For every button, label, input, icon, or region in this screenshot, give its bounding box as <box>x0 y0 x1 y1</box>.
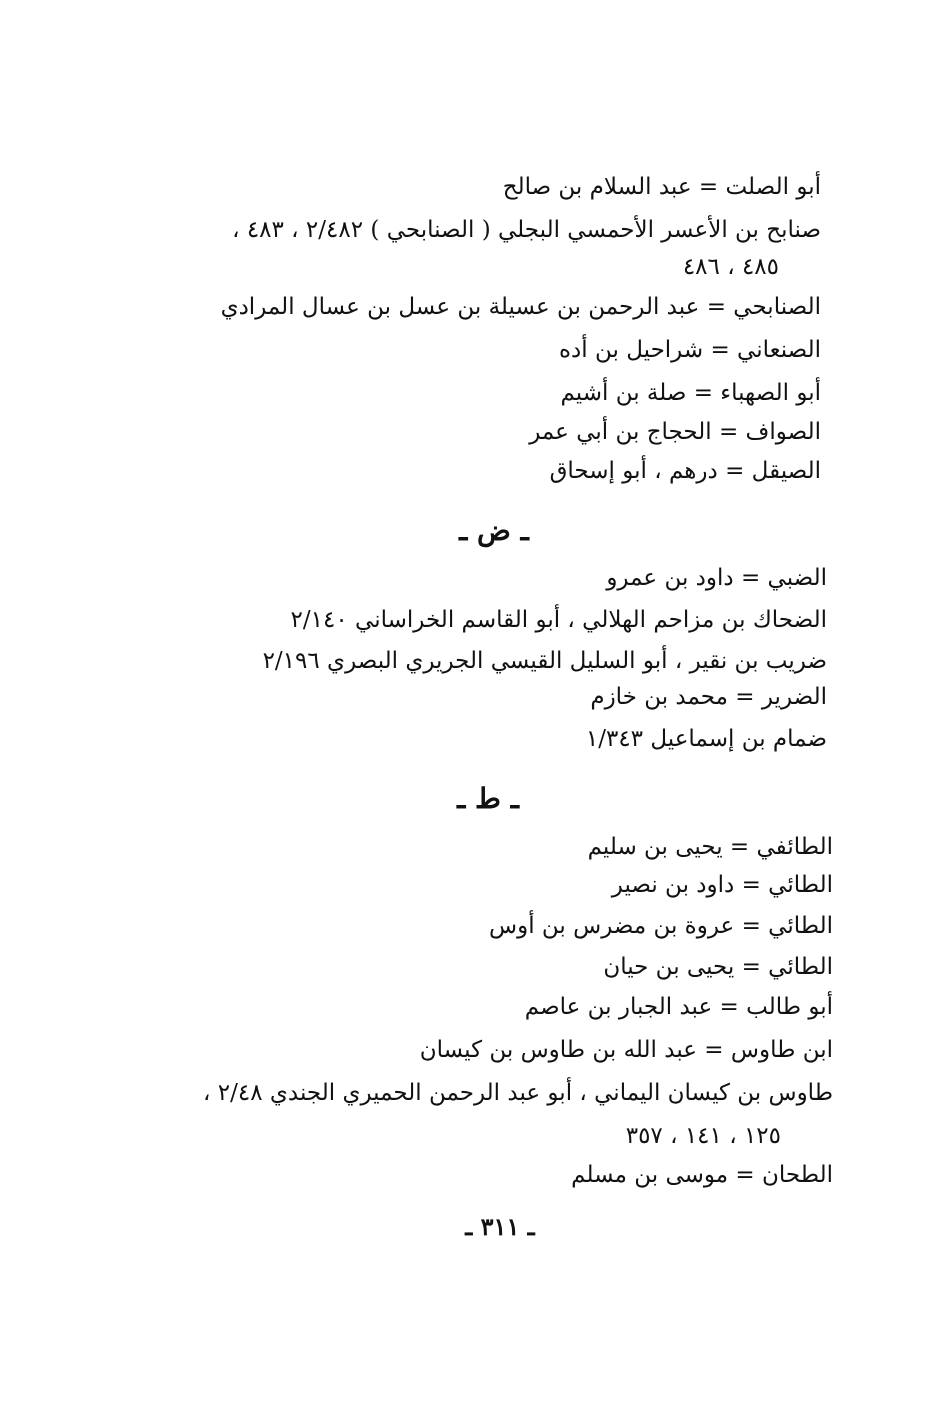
entry-line: الطحان = موسى بن مسلم <box>571 1162 833 1188</box>
entry-line: الضبي = داود بن عمرو <box>606 565 827 591</box>
entry-line: صنابح بن الأعسر الأحمسي البجلي ( الصنابحي ) ٢/٤٨٢ ، ٤٨٣ ، <box>232 217 821 243</box>
entry-line: أبو طالب = عبد الجبار بن عاصم <box>524 994 833 1020</box>
entry-line: الضرير = محمد بن خازم <box>590 684 827 710</box>
section-heading-ta: ـ ط ـ <box>457 782 519 815</box>
entry-line: طاوس بن كيسان اليماني ، أبو عبد الرحمن الحميري الجندي ٢/٤٨ ، <box>203 1080 833 1106</box>
section-heading-dad: ـ ض ـ <box>459 514 529 547</box>
entry-line: الصواف = الحجاج بن أبي عمر <box>529 419 821 445</box>
page-number: ـ ٣١١ ـ <box>465 1212 535 1241</box>
entry-line: ضريب بن نقير ، أبو السليل القيسي الجريري البصري ٢/١٩٦ <box>262 648 827 674</box>
entry-continuation: ٤٨٥ ، ٤٨٦ <box>682 254 779 280</box>
entry-line: ضمام بن إسماعيل ١/٣٤٣ <box>585 726 827 752</box>
entry-line: الطائي = يحيى بن حيان <box>603 954 833 980</box>
entry-line: الطائي = داود بن نصير <box>611 872 833 898</box>
entry-line: الطائي = عروة بن مضرس بن أوس <box>489 913 833 939</box>
entry-line: الصنعاني = شراحيل بن أده <box>559 337 821 363</box>
entry-line: الضحاك بن مزاحم الهلالي ، أبو القاسم الخراساني ٢/١٤٠ <box>290 607 827 633</box>
entry-line: الصيقل = درهم ، أبو إسحاق <box>549 458 821 484</box>
entry-continuation: ١٢٥ ، ١٤١ ، ٣٥٧ <box>625 1123 781 1149</box>
entry-line: ابن طاوس = عبد الله بن طاوس بن كيسان <box>419 1037 833 1063</box>
entry-line: الصنابحي = عبد الرحمن بن عسيلة بن عسل بن عسال المرادي <box>220 294 821 320</box>
entry-line: أبو الصلت = عبد السلام بن صالح <box>502 174 821 200</box>
entry-line: أبو الصهباء = صلة بن أشيم <box>560 380 821 406</box>
entry-line: الطائفي = يحيى بن سليم <box>587 834 833 860</box>
